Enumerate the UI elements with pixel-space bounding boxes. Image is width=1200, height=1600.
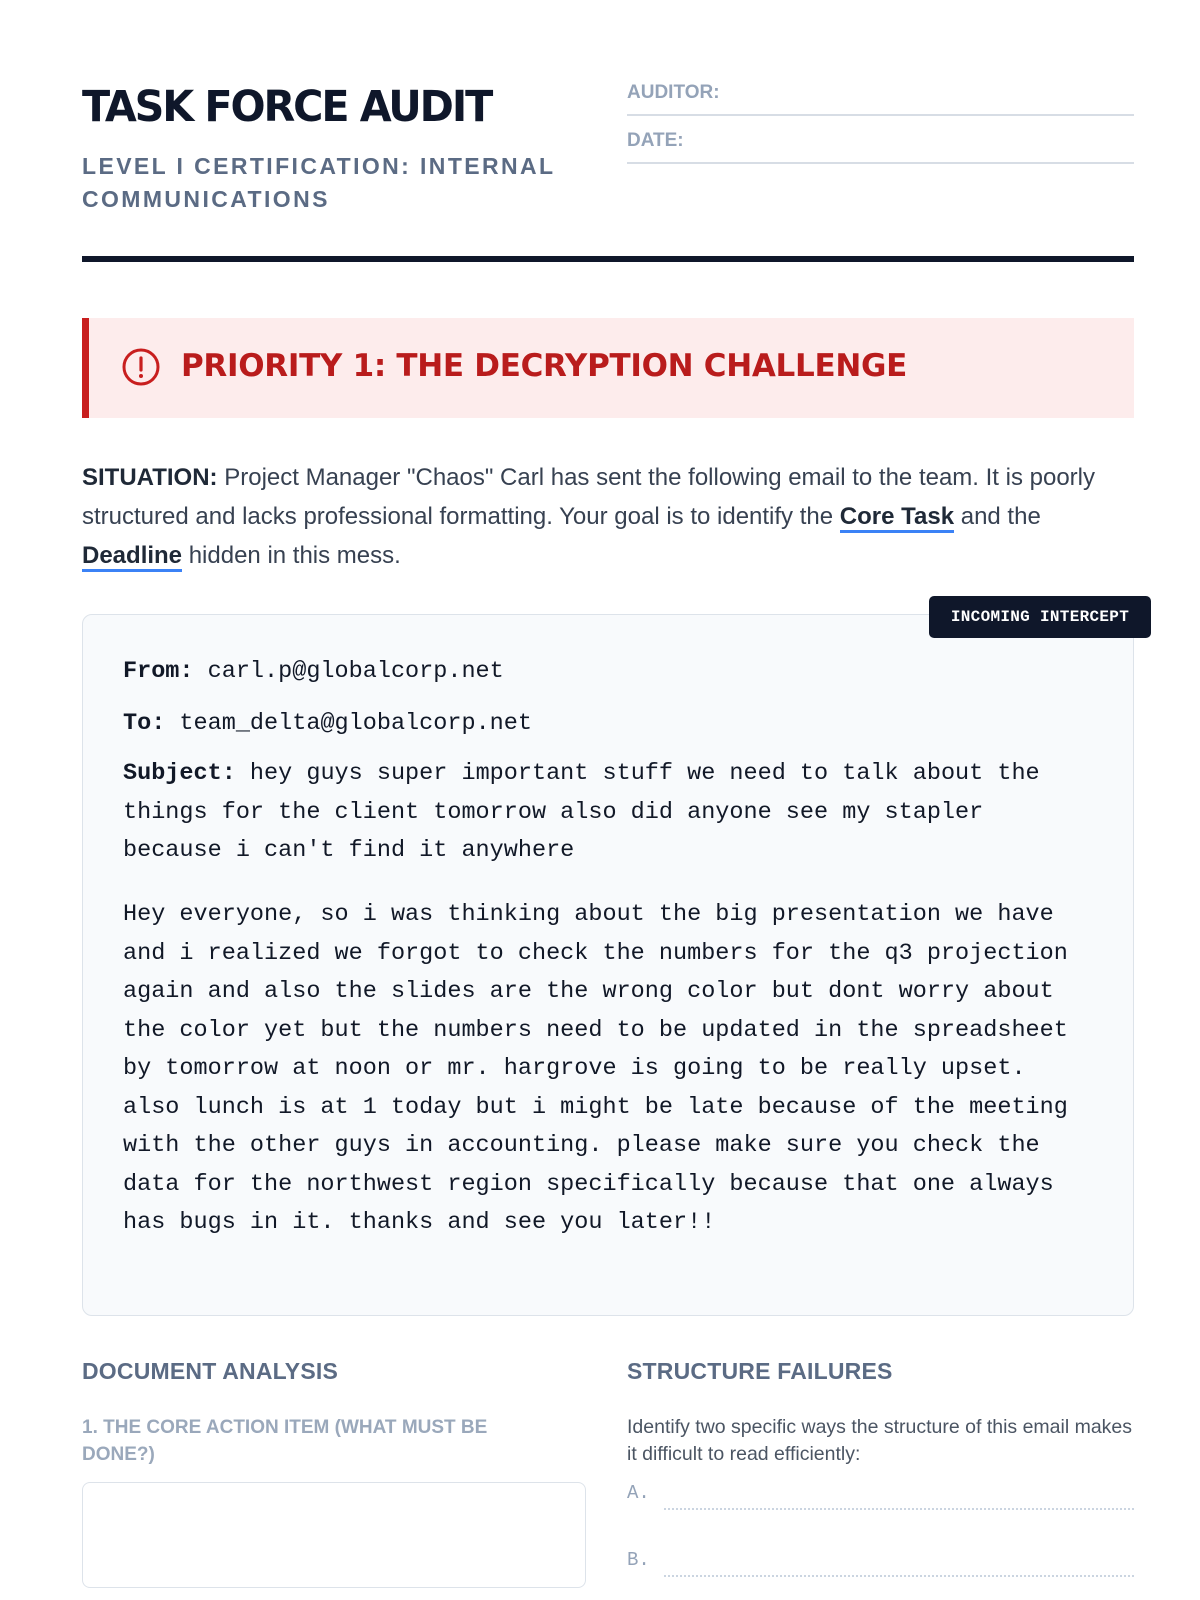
core-task-highlight: Core Task [840,503,954,533]
email-subject [123,755,1083,871]
structure-failure-a[interactable] [627,1482,1134,1522]
auditor-field[interactable] [627,80,1134,116]
document-analysis-heading: DOCUMENT ANALYSIS [82,1358,338,1384]
from-label: From: [123,658,194,685]
page-subtitle: LEVEL I CERTIFICATION: INTERNAL COMMUNICATIONS [82,153,556,212]
priority-banner [82,318,1134,418]
to-label: To: [123,710,166,737]
worksheet-header [82,80,1134,260]
subject-label: Subject: [123,760,236,787]
core-action-answer-box[interactable] [82,1482,586,1588]
situation-text: Project Manager "Chaos" Carl has sent the following email to the team. It is poorly structured and lacks professional formatting. Your goal is to identify the [82,464,1095,530]
date-field[interactable] [627,128,1134,164]
situation-text: hidden in this mess. [182,542,401,569]
structure-failures-heading: STRUCTURE FAILURES [627,1358,893,1384]
item-letter: A. [627,1482,650,1504]
email-from [123,658,504,685]
situation-label: SITUATION: [82,464,218,491]
email-to [123,710,532,737]
subject-value: hey guys super important stuff we need to talk about the things for the client tomorrow also did anyone see my stapler because i can't find it anywhere [123,760,1040,864]
answer-line[interactable] [664,1508,1134,1510]
structure-failure-b[interactable] [627,1549,1134,1589]
alert-circle-icon [121,347,161,387]
header-divider [82,256,1134,262]
to-value: team_delta@globalcorp.net [165,710,532,737]
auditor-label: AUDITOR: [627,82,720,103]
from-value: carl.p@globalcorp.net [193,658,504,685]
core-action-question: 1. THE CORE ACTION ITEM (WHAT MUST BE DONE?) [82,1417,488,1465]
item-letter: B. [627,1549,650,1571]
priority-title: PRIORITY 1: THE DECRYPTION CHALLENGE [181,348,907,384]
incoming-intercept-badge: INCOMING INTERCEPT [929,596,1151,638]
structure-failures-intro: Identify two specific ways the structure of this email makes it difficult to read efficiently: [627,1416,1133,1465]
meta-fields [627,80,1134,176]
deadline-highlight: Deadline [82,542,182,572]
answer-line[interactable] [664,1575,1134,1577]
situation-paragraph [82,458,1134,575]
email-body: Hey everyone, so i was thinking about the big presentation we have and i realized we forgot to check the numbers for the q3 projection again and also the slides are the wrong color but dont worry about the color yet but the numbers need to be updated in the spreadsheet by tomorrow at noon or mr. hargrove is going to be really upset. also lunch is at 1 today but i might be late because of the meeting with the other guys in accounting. please make sure you check the data for the northwest region specifically because that one always has bugs in it. thanks and see you later!! [123,901,1068,1236]
date-label: DATE: [627,130,684,151]
situation-text: and the [954,503,1041,530]
page-title: TASK FORCE AUDIT [82,82,492,132]
